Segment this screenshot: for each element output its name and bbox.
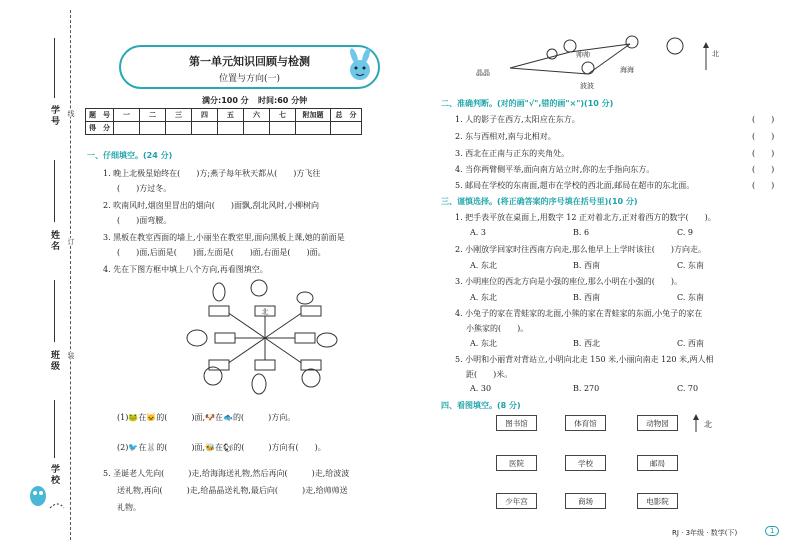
place-zoo: 动物园 (637, 415, 678, 431)
score-cell: 题 号 (86, 109, 114, 122)
label-bobo: 波波 (580, 82, 594, 90)
choice-question: 小熊家的( )。 (466, 324, 529, 333)
judge-item: 4. 当你两臂侧平举,面向南方站立时,你的左手指向东方。 (455, 165, 655, 174)
place-post-office: 邮局 (637, 455, 678, 471)
judge-item: 2. 东与西相对,南与北相对。 (455, 132, 556, 141)
q4-2-prefix: (2) (117, 443, 129, 452)
page-number: 1 (765, 526, 779, 536)
choice-option: A. 东北 (470, 261, 497, 270)
label-xuexiao: 学校 (49, 464, 59, 486)
label-north: 北 (712, 50, 719, 58)
choice-option: C. 东南 (677, 293, 704, 302)
place-mall: 商场 (565, 493, 606, 509)
binding-mark-ding: 订 (67, 238, 75, 245)
section4-heading: 四、看图填空。(8 分) (441, 401, 521, 410)
question-text: 1. 晚上北极星始终在( )方;燕子每年秋天都从( )方飞往 (103, 169, 321, 178)
q4-text: 的( )面, (156, 443, 206, 452)
question-text: 4. 先在下图方框中填上八个方向,再看图填空。 (103, 265, 268, 274)
page-title: 第一单元知识回顾与检测 (189, 55, 310, 68)
choice-option: C. 西南 (677, 339, 704, 348)
choice-question: 2. 小刚放学回家时往西南方向走,那么他早上上学时该往( )方向走。 (455, 245, 706, 254)
score-input-cell[interactable] (296, 122, 331, 135)
place-youth-palace: 少年宫 (496, 493, 537, 509)
score-table (85, 108, 362, 135)
q4-text: ( )。 (295, 443, 326, 452)
choice-option: B. 6 (573, 228, 590, 237)
q4-text: 在 (138, 443, 147, 452)
place-hospital: 医院 (496, 455, 537, 471)
frog-icon (187, 330, 207, 346)
answer-paren[interactable]: ( ) (752, 149, 775, 158)
page-subtitle: 位置与方向(一) (218, 74, 281, 84)
question-text (117, 442, 326, 453)
fish-inline-icon: 🐟 (223, 413, 234, 422)
choice-option: A. 东北 (470, 339, 497, 348)
place-library: 图书馆 (496, 415, 537, 431)
bee-icon (297, 292, 313, 304)
bee-inline-icon: 🐝 (205, 443, 216, 452)
squirrel-inline-icon: 🐿 (223, 443, 234, 452)
score-input-cell[interactable] (114, 122, 140, 135)
fish-icon (317, 333, 337, 347)
xingming-fill-line[interactable] (54, 160, 55, 222)
judge-item: 3. 西北在正南与正东的夹角处。 (455, 149, 570, 158)
banji-fill-line[interactable] (54, 280, 55, 342)
label-shuaishuai: 帅帅 (576, 51, 590, 59)
question-text: ( )方过冬。 (117, 184, 172, 193)
label-haihai: 海海 (620, 66, 634, 74)
people-direction-diagram (470, 30, 730, 90)
score-input-cell[interactable] (244, 122, 270, 135)
choice-option: B. 西北 (573, 339, 600, 348)
choice-question: 4. 小兔子的家在青蛙家的北面,小熊的家在青蛙家的东面,小兔子的家在 (455, 309, 703, 318)
choice-option: B. 西南 (573, 293, 600, 302)
dog-inline-icon: 🐶 (205, 413, 216, 422)
choice-question: 距( )米。 (466, 370, 513, 379)
q4-1-prefix: (1) (117, 413, 129, 422)
rabbit-icon (252, 374, 266, 394)
judge-item: 1. 人的影子在西方,太阳应在东方。 (455, 115, 580, 124)
q4-text: 的( )方向有 (233, 443, 296, 452)
binding-mark-xian: 线 (67, 110, 75, 117)
compass-diagram (185, 278, 345, 398)
question-text: ( )面,后面是( )面,左面是( )面,右面是( )面。 (117, 248, 326, 257)
choice-question: 5. 小明和小丽背对背站立,小明向北走 150 米,小丽向南走 120 米,两人相 (455, 355, 714, 364)
place-school: 学校 (565, 455, 606, 471)
choice-option: A. 3 (470, 228, 486, 237)
score-input-cell[interactable] (166, 122, 192, 135)
judge-item: 5. 邮局在学校的东南面,超市在学校的西北面,邮局在超市的东北面。 (455, 181, 695, 190)
choice-question: 1. 把手表平放在桌面上,用数字 12 正对着北方,正对着西方的数字( )。 (455, 213, 716, 222)
question-text (117, 412, 295, 423)
bird-inline-icon: 🐦 (128, 443, 139, 452)
score-input-cell[interactable] (218, 122, 244, 135)
score-cell: 五 (218, 109, 244, 122)
choice-option: C. 70 (677, 384, 699, 393)
choice-option: C. 东南 (677, 261, 704, 270)
cat-inline-icon: 🐱 (146, 413, 157, 422)
question-text: 5. 圣诞老人先向( )走,给海海送礼物,然后再向( )走,给波波 (103, 469, 350, 478)
place-gym: 体育馆 (565, 415, 606, 431)
xuexiao-fill-line[interactable] (54, 400, 55, 458)
score-cell: 二 (140, 109, 166, 122)
question-text: 2. 吹南风时,烟囱里冒出的烟向( )面飘,刮北风时,小柳树向 (103, 201, 320, 210)
choice-question: 3. 小明座位的西北方向是小强的座位,那么小明在小强的( )。 (455, 277, 682, 286)
score-table-score-row (86, 122, 362, 135)
binding-dashed-line (70, 10, 71, 540)
binding-strip (0, 0, 86, 550)
score-cell: 附加题 (296, 109, 331, 122)
title-banner (119, 45, 380, 89)
label-jingjing: 晶晶 (476, 69, 490, 77)
mascot-icon (20, 478, 70, 518)
score-row-label: 得 分 (86, 122, 114, 135)
exam-time: 时间:60 分钟 (258, 96, 308, 105)
rabbit-inline-icon: 🐰 (146, 443, 157, 452)
compass-north-label: 北 (261, 308, 269, 316)
score-cell: 一 (114, 109, 140, 122)
answer-paren[interactable]: ( ) (752, 132, 775, 141)
question-text: 送礼物,再向( )走,给晶晶送礼物,最后向( )走,给帅帅送 (117, 486, 348, 495)
parrot-icon (213, 283, 225, 301)
question-text: 礼物。 (117, 503, 141, 512)
label-xingming: 姓名 (49, 230, 59, 252)
full-score: 满分:100 分 (202, 96, 249, 105)
place-cinema: 电影院 (637, 493, 678, 509)
label-xuehao: 学号 (49, 105, 59, 127)
score-input-cell[interactable] (270, 122, 296, 135)
q4-text: 在 (215, 443, 224, 452)
map-north-label: 北 (704, 420, 712, 429)
footer-text: RJ · 3年级 · 数学(下) (672, 529, 738, 537)
q4-text: 在 (215, 413, 224, 422)
section1-heading: 一、仔细填空。(24 分) (87, 151, 173, 160)
section3-heading: 三、谨慎选择。(将正确答案的序号填在括号里)(10 分) (441, 197, 638, 206)
score-input-cell[interactable] (331, 122, 362, 135)
choice-option: A. 30 (470, 384, 492, 393)
north-arrowhead (703, 42, 709, 48)
answer-paren[interactable]: ( ) (752, 115, 775, 124)
score-input-cell[interactable] (140, 122, 166, 135)
answer-paren[interactable]: ( ) (752, 181, 775, 190)
section2-heading: 二、准确判断。(对的画"√",错的画"×")(10 分) (441, 99, 614, 108)
binding-mark-zhuang: 装 (67, 352, 75, 359)
choice-option: B. 西南 (573, 261, 600, 270)
question-text: ( )面弯腰。 (117, 216, 172, 225)
choice-option: A. 东北 (470, 293, 497, 302)
score-cell: 四 (192, 109, 218, 122)
rabbit-mascot-icon (342, 48, 378, 86)
question-text: 3. 黑板在教室西面的墙上,小丽坐在教室里,面向黑板上课,她的前面是 (103, 233, 345, 242)
choice-option: C. 9 (677, 228, 694, 237)
score-cell: 七 (270, 109, 296, 122)
frog-inline-icon: 🐸 (128, 413, 139, 422)
score-table-header-row (86, 109, 362, 122)
score-cell: 六 (244, 109, 270, 122)
xuehao-fill-line[interactable] (54, 38, 55, 98)
score-cell: 三 (166, 109, 192, 122)
squirrel-icon (302, 369, 320, 387)
q4-text: 在 (138, 413, 147, 422)
q4-text: 的( )方向。 (233, 413, 296, 422)
answer-paren[interactable]: ( ) (752, 165, 775, 174)
label-banji: 班级 (49, 350, 59, 372)
score-cell: 总 分 (331, 109, 362, 122)
score-input-cell[interactable] (192, 122, 218, 135)
dog-icon (251, 280, 267, 296)
choice-option: B. 270 (573, 384, 600, 393)
q4-text: 的( )面, (156, 413, 206, 422)
